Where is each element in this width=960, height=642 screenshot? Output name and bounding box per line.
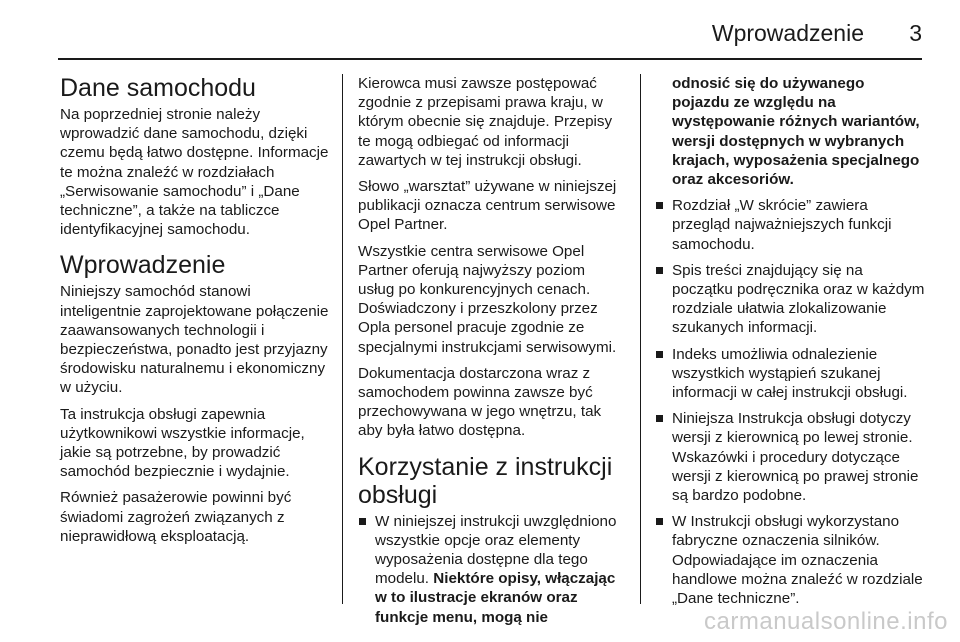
paragraph: Ta instrukcja obsługi zapewnia użytkownikowi wszystkie informacje, jakie są potrzebne, by prowadzić samochód bezpiecznie i wydajnie. (60, 405, 305, 481)
column-3 (655, 74, 925, 608)
bullet-list (358, 512, 624, 627)
paragraph: Wszystkie centra serwisowe Opel Partner oferują najwyższy poziom usług po konkurencyjnych cenach. Doświadczony i przeszkolony przez Opla personel pracuje zgodnie ze specjalnymi instrukcjami serwisowymi. (358, 242, 617, 356)
paragraph: Również pasażerowie powinni być świadomi zagrożeń związanych z nieprawidłową eksploatacją. (60, 489, 292, 545)
paragraph: Na poprzedniej stronie należy wprowadzić dane samochodu, dzięki czemu będą łatwo dostępne. Informacje te można znaleźć w rozdziałach „Serwisowanie samochodu” i „Dane techniczne”, a także na tabliczce identyfikacyjnej samochodu. (60, 106, 329, 239)
list-item: Spis treści znajdujący się na początku podręcznika oraz w każdym rozdziale ułatwia zlokalizowanie szukanych informacji. (655, 261, 925, 338)
list-item: Indeks umożliwia odnalezienie wszystkich wystąpień szukanej informacji w całej instrukcji obsługi. (655, 345, 925, 403)
list-item: Rozdział „W skrócie” zawiera przegląd najważniejszych funkcji samochodu. (655, 196, 925, 254)
paragraph: Niniejszy samochód stanowi inteligentnie zaprojektowane połączenie zaawansowanych technologii i bezpieczeństwa, ponadto jest przyjazny środowisku naturalnemu i ekonomiczny w użyciu. (60, 283, 329, 397)
bullet-text: W niniejszej instrukcji uwzględniono wszystkie opcje oraz elementy wyposażenia dostępne dla tego modelu. (375, 512, 617, 588)
paragraph: Słowo „warsztat” używane w niniejszej publikacji oznacza centrum serwisowe Opel Partner. (358, 178, 617, 234)
section-heading-vehicle-data: Dane samochodu (60, 74, 256, 102)
paragraph: Kierowca musi zawsze postępować zgodnie z przepisami prawa kraju, w którym obecnie się znajduje. Przepisy te mogą odbiegać od informacji zawartych w tej instrukcji obsługi. (358, 75, 613, 169)
section-heading-using-manual: Korzystanie z instrukcji obsługi (358, 452, 613, 509)
paragraph: Dokumentacja dostarczona wraz z samochodem powinna zawsze być przechowywana w jego wnętrzu, tak aby była łatwo dostępna. (358, 364, 602, 440)
page-header (58, 14, 922, 60)
section-heading-introduction: Wprowadzenie (60, 251, 226, 280)
column-divider-1 (342, 74, 343, 604)
continued-bold-text: odnosić się do używanego pojazdu ze względu na występowanie różnych wariantów, wersji dostępnych w wybranych krajach, wyposażenia specjalnego oraz akcesoriów. (672, 75, 920, 189)
column-1 (60, 74, 332, 608)
column-divider-2 (640, 74, 641, 604)
list-item: Niniejsza Instrukcja obsługi dotyczy wersji z kierownicą po lewej stronie. Wskazówki i procedury dotyczące wersji z kierownicą po prawej stronie są bardzo podobne. (655, 409, 925, 505)
list-item: W Instrukcji obsługi wykorzystano fabryczne oznaczenia silników. Odpowiadające im oznaczenia handlowe można znaleźć w rozdziale „Dane techniczne”. (655, 512, 925, 608)
header-title: Wprowadzenie (711, 20, 864, 46)
page-number: 3 (909, 20, 922, 46)
bullet-text-bold: Niektóre opisy, włączając w to ilustracje ekranów oraz funkcje menu, mogą nie (375, 570, 616, 626)
bullet-list (655, 196, 925, 608)
watermark: carmanualsonline.info (704, 608, 948, 635)
list-item (358, 512, 624, 627)
column-2 (358, 74, 624, 626)
